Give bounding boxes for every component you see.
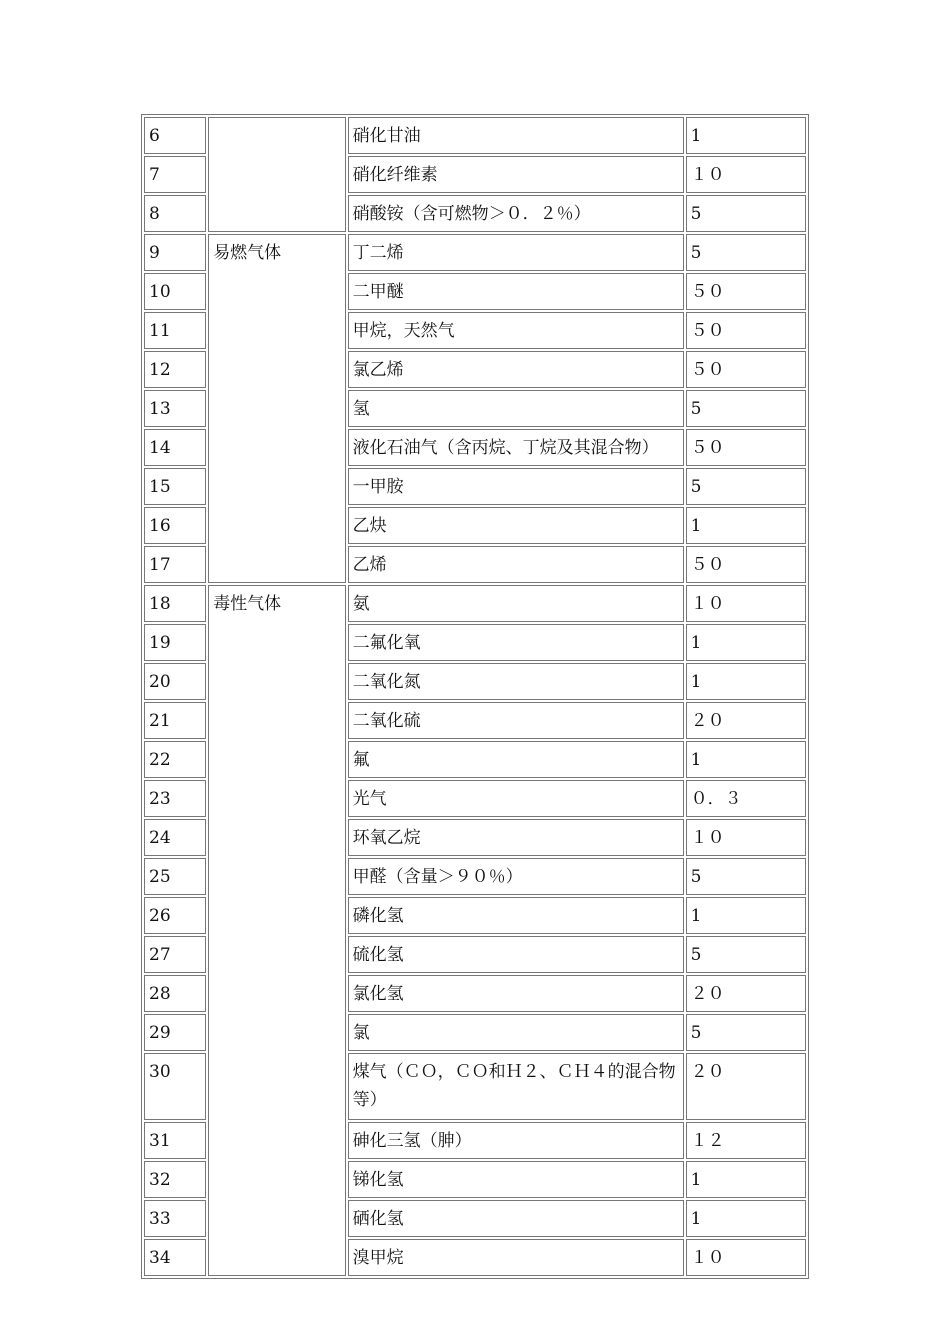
- substance-name: 氢: [348, 390, 684, 427]
- substance-name: 一甲胺: [348, 468, 684, 505]
- row-number: 23: [144, 780, 206, 817]
- substance-name: 氯: [348, 1014, 684, 1051]
- row-number: 6: [144, 117, 206, 154]
- row-number: 32: [144, 1161, 206, 1198]
- threshold-quantity: ５０: [686, 546, 806, 583]
- substance-name: 光气: [348, 780, 684, 817]
- row-number: 8: [144, 195, 206, 232]
- substance-name: 氨: [348, 585, 684, 622]
- row-number: 29: [144, 1014, 206, 1051]
- row-number: 19: [144, 624, 206, 661]
- row-number: 7: [144, 156, 206, 193]
- row-number: 34: [144, 1239, 206, 1276]
- threshold-quantity: 5: [686, 936, 806, 973]
- substance-name: 硝化纤维素: [348, 156, 684, 193]
- threshold-quantity: １０: [686, 585, 806, 622]
- category-cell: 易燃气体: [208, 234, 345, 583]
- threshold-quantity: １０: [686, 819, 806, 856]
- substance-name: 硝酸铵（含可燃物＞０．２％）: [348, 195, 684, 232]
- threshold-quantity: ５０: [686, 429, 806, 466]
- threshold-quantity: ２０: [686, 975, 806, 1012]
- row-number: 10: [144, 273, 206, 310]
- substance-name: 乙烯: [348, 546, 684, 583]
- threshold-quantity: 5: [686, 390, 806, 427]
- threshold-quantity: １０: [686, 156, 806, 193]
- substance-name: 氟: [348, 741, 684, 778]
- row-number: 31: [144, 1122, 206, 1159]
- row-number: 15: [144, 468, 206, 505]
- substance-name: 乙炔: [348, 507, 684, 544]
- row-number: 30: [144, 1053, 206, 1120]
- threshold-quantity: 1: [686, 663, 806, 700]
- threshold-quantity: ０．３: [686, 780, 806, 817]
- threshold-quantity: １０: [686, 1239, 806, 1276]
- substance-name: 二氟化氧: [348, 624, 684, 661]
- threshold-quantity: 1: [686, 897, 806, 934]
- substance-name: 磷化氢: [348, 897, 684, 934]
- substance-name: 环氧乙烷: [348, 819, 684, 856]
- substance-name: 二甲醚: [348, 273, 684, 310]
- substance-name: 硫化氢: [348, 936, 684, 973]
- substance-name: 氯乙烯: [348, 351, 684, 388]
- threshold-quantity: 5: [686, 195, 806, 232]
- threshold-quantity: ２０: [686, 1053, 806, 1120]
- substance-name: 氯化氢: [348, 975, 684, 1012]
- category-cell: [208, 117, 345, 232]
- row-number: 26: [144, 897, 206, 934]
- threshold-quantity: 1: [686, 1200, 806, 1237]
- row-number: 20: [144, 663, 206, 700]
- threshold-quantity: ５０: [686, 351, 806, 388]
- row-number: 18: [144, 585, 206, 622]
- row-number: 22: [144, 741, 206, 778]
- table-row: [144, 117, 806, 154]
- table-row: [144, 585, 806, 622]
- threshold-quantity: ５０: [686, 273, 806, 310]
- threshold-quantity: 1: [686, 624, 806, 661]
- substance-name: 二氧化氮: [348, 663, 684, 700]
- row-number: 16: [144, 507, 206, 544]
- row-number: 9: [144, 234, 206, 271]
- row-number: 27: [144, 936, 206, 973]
- threshold-quantity: 1: [686, 741, 806, 778]
- row-number: 17: [144, 546, 206, 583]
- substance-name: 锑化氢: [348, 1161, 684, 1198]
- substance-name: 液化石油气（含丙烷、丁烷及其混合物）: [348, 429, 684, 466]
- threshold-quantity: 1: [686, 507, 806, 544]
- substance-name: 硒化氢: [348, 1200, 684, 1237]
- row-number: 12: [144, 351, 206, 388]
- threshold-quantity: 5: [686, 234, 806, 271]
- substance-name: 溴甲烷: [348, 1239, 684, 1276]
- row-number: 25: [144, 858, 206, 895]
- substance-name: 砷化三氢（胂）: [348, 1122, 684, 1159]
- row-number: 21: [144, 702, 206, 739]
- row-number: 11: [144, 312, 206, 349]
- substance-name: 煤气（ＣＯ，ＣＯ和Ｈ２、ＣＨ４的混合物等）: [348, 1053, 684, 1120]
- row-number: 33: [144, 1200, 206, 1237]
- hazardous-substances-table: [141, 114, 809, 1279]
- substance-name: 甲烷，天然气: [348, 312, 684, 349]
- threshold-quantity: 5: [686, 858, 806, 895]
- threshold-quantity: 1: [686, 1161, 806, 1198]
- row-number: 28: [144, 975, 206, 1012]
- row-number: 14: [144, 429, 206, 466]
- threshold-quantity: ２０: [686, 702, 806, 739]
- row-number: 24: [144, 819, 206, 856]
- row-number: 13: [144, 390, 206, 427]
- threshold-quantity: 5: [686, 468, 806, 505]
- substance-name: 甲醛（含量＞９０％）: [348, 858, 684, 895]
- table-body: [144, 117, 806, 1276]
- substance-name: 二氧化硫: [348, 702, 684, 739]
- table-row: [144, 234, 806, 271]
- threshold-quantity: １２: [686, 1122, 806, 1159]
- threshold-quantity: 1: [686, 117, 806, 154]
- substance-name: 硝化甘油: [348, 117, 684, 154]
- category-cell: 毒性气体: [208, 585, 345, 1276]
- threshold-quantity: 5: [686, 1014, 806, 1051]
- substance-name: 丁二烯: [348, 234, 684, 271]
- threshold-quantity: ５０: [686, 312, 806, 349]
